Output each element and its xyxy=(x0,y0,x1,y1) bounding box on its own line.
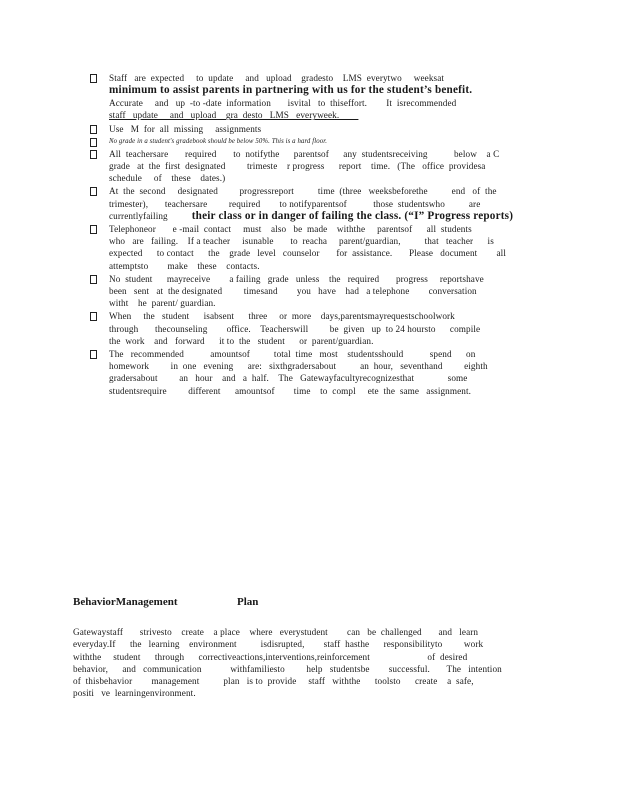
text-line: All teachersare required to notifythe parentsof any studentsreceiving below a C xyxy=(109,148,500,159)
text-line: No student mayreceive a failing grade unless the required progress reportshave xyxy=(109,273,484,284)
text-line: At the second designated progressreport time (three weeksbeforethe end of the xyxy=(109,186,497,197)
checkbox-bullet-icon xyxy=(90,350,97,359)
text-line: Use M for all missing assignments xyxy=(109,123,262,134)
text-line xyxy=(109,109,550,121)
list-item xyxy=(90,223,550,272)
text-line: the work and forward it to the student or parent/guardian. xyxy=(109,335,374,346)
text-line: behavior, and communication withfamiliesto help studentsbe successful. The intention xyxy=(73,663,502,674)
emphasized-text: their class or in danger of failing the class. (“I” Progress reports) xyxy=(167,209,514,222)
text-line: gradersabout an hour and a half. The Gatewayfacultyrecognizesthat some xyxy=(109,373,468,384)
list-item xyxy=(90,148,550,185)
text-line: expected to contact the grade level counselor for assistance. Please document all xyxy=(109,248,506,259)
section-heading xyxy=(73,596,259,608)
text-line: positi ve learningenvironment. xyxy=(73,688,196,699)
section-heading-left: BehaviorManagement xyxy=(73,596,178,608)
text-line: witht he parent/ guardian. xyxy=(109,298,216,309)
checkbox-bullet-icon xyxy=(90,187,97,196)
text-line: who are failing. If a teacher isunable to reacha parent/guardian, that teacher is xyxy=(109,236,494,247)
text-line: When the student isabsent three or more days,parentsmayrequestschoolwork xyxy=(109,311,455,322)
text-line: schedule of these dates.) xyxy=(109,173,226,184)
text-line: trimester), teachersare required to notifyparentsof those studentswho are xyxy=(109,198,481,209)
list-item xyxy=(90,310,550,347)
text-line: grade at the first designated trimeste r progress report time. (The office providesa xyxy=(109,161,486,172)
text-line: through thecounseling office. Teacherswill be given up to 24 hoursto compile xyxy=(109,323,481,334)
text-line: homework in one evening are: sixthgradersabout an hour, seventhand eighth xyxy=(109,361,488,372)
text-line: attemptsto make these contacts. xyxy=(109,260,260,271)
text-segment: currentlyfailing xyxy=(109,210,168,221)
list-item xyxy=(90,273,550,310)
text-line: of thisbehavior management plan is to provide staff withthe toolsto create a safe, xyxy=(73,676,474,687)
checkbox-bullet-icon xyxy=(90,312,97,321)
list-item xyxy=(90,136,550,147)
text-line: studentsrequire different amountsof time to compl ete the same assignment. xyxy=(109,385,472,396)
checkbox-bullet-icon xyxy=(90,138,97,147)
policy-bullet-list xyxy=(90,72,550,398)
checkbox-bullet-icon xyxy=(90,225,97,234)
text-line: been sent at the designated timesand you have had a telephone conversation xyxy=(109,286,477,297)
text-line: everyday.If the learning environment isdisrupted, staff hasthe responsibilityto work xyxy=(73,639,484,650)
text-line: minimum to assist parents in partnering with us for the student’s benefit. xyxy=(109,84,473,97)
list-item xyxy=(90,348,550,397)
text-line: The recommended amountsof total time most studentsshould spend on xyxy=(109,349,476,360)
checkbox-bullet-icon xyxy=(90,150,97,159)
list-item xyxy=(90,72,550,122)
list-item xyxy=(90,123,550,135)
text-line: withthe student through correctiveactions,interventions,reinforcement of desired xyxy=(73,651,468,662)
underlined-text: staff update and upload gra desto LMS everyweek. xyxy=(109,110,359,121)
text-line xyxy=(109,210,550,222)
checkbox-bullet-icon xyxy=(90,275,97,284)
text-line: Gatewaystaff strivesto create a place where everystudent can be challenged and learn xyxy=(73,627,479,637)
section-paragraph xyxy=(73,626,533,700)
text-line: No grade in a student's gradebook should be below 50%. This is a hard floor. xyxy=(109,137,327,145)
list-item xyxy=(90,185,550,222)
checkbox-bullet-icon xyxy=(90,74,97,83)
text-line: Telephoneor e -mail contact must also be made withthe parentsof all students xyxy=(109,224,472,235)
checkbox-bullet-icon xyxy=(90,125,97,134)
section-heading-right: Plan xyxy=(237,596,259,608)
text-line: Staff are expected to update and upload gradesto LMS everytwo weeksat xyxy=(109,73,445,83)
text-line: Accurate and up -to -date information isvital to thiseffort. It isrecommended xyxy=(109,98,457,109)
